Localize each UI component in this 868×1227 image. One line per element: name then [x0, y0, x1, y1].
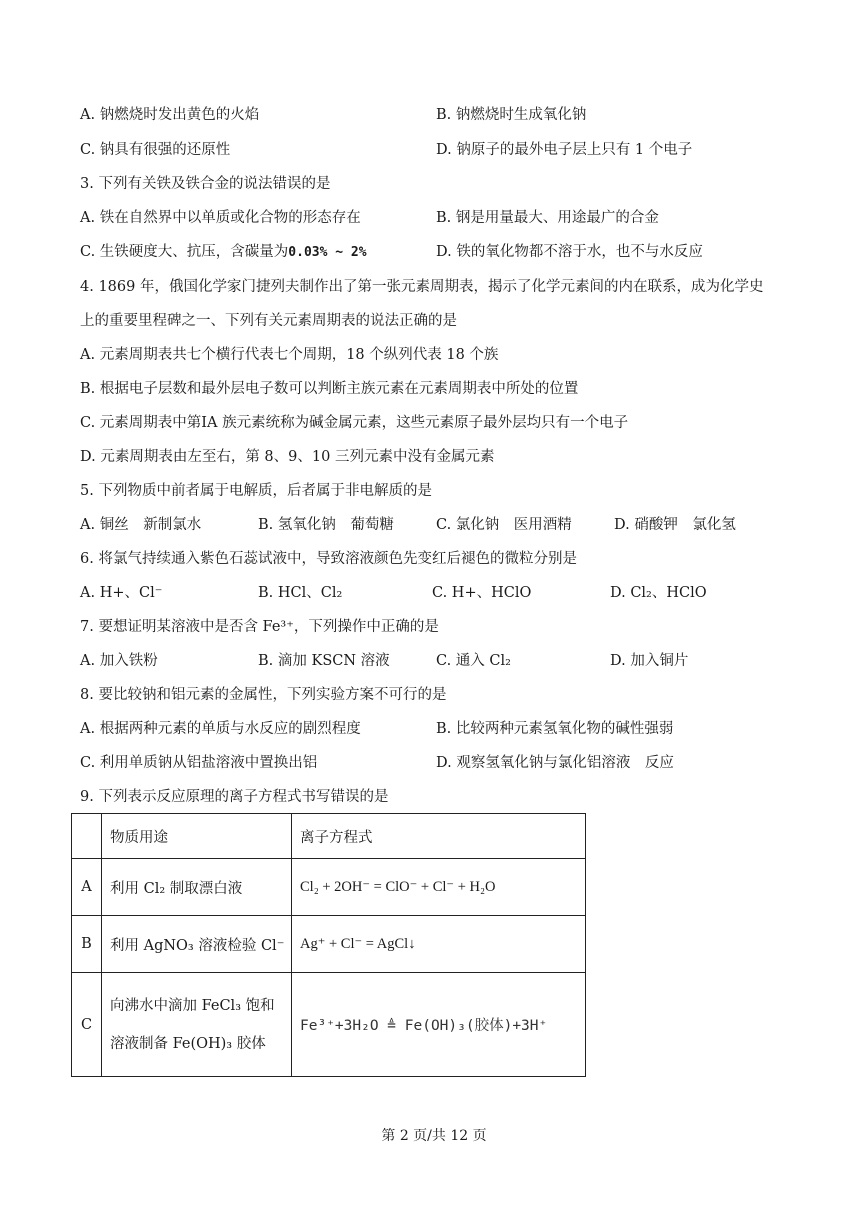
row-use — [102, 973, 292, 1077]
q8-option-c: C. 利用单质钠从铝盐溶液中置换出铝 — [80, 755, 318, 771]
row-equation: Ag⁺ + Cl⁻ = AgCl↓ — [292, 916, 586, 973]
q4-option-a: A. 元素周期表共七个横行代表七个周期，18 个纵列代表 18 个族 — [80, 347, 499, 363]
q7-option-b: B. 滴加 KSCN 溶液 — [258, 653, 390, 669]
q5-option-a: A. 铜丝 新制氯水 — [80, 517, 202, 533]
row-equation: Cl₂ + 2OH⁻ = ClO⁻ + Cl⁻ + H₂O — [292, 859, 586, 916]
q3-option-c — [80, 242, 367, 263]
q3-stem: 3. 下列有关铁及铁合金的说法错误的是 — [80, 176, 331, 192]
row-label: C — [72, 973, 102, 1077]
q5-option-c: C. 氯化钠 医用酒精 — [436, 517, 572, 533]
q3-option-c-value: 0.03% ~ 2% — [288, 245, 367, 260]
header-cell-use: 物质用途 — [102, 814, 292, 859]
table-row — [72, 973, 586, 1077]
q3-option-c-text: C. 生铁硬度大、抗压，含碳量为 — [80, 244, 289, 260]
q2-option-c: C. 钠具有很强的还原性 — [80, 142, 231, 158]
q7-option-a: A. 加入铁粉 — [80, 653, 158, 669]
q4-option-c: C. 元素周期表中第ⅠA 族元素统称为碱金属元素，这些元素原子最外层均只有一个电子 — [80, 415, 629, 431]
q7-stem: 7. 要想证明某溶液中是否含 Fe³⁺，下列操作中正确的是 — [80, 619, 439, 635]
q6-option-a: A. H+、Cl⁻ — [80, 585, 163, 601]
row-label: A — [72, 859, 102, 916]
q3-option-b: B. 钢是用量最大、用途最广的合金 — [436, 210, 659, 226]
page-footer: 第 2 页/共 12 页 — [381, 1128, 487, 1144]
q2-option-d: D. 钠原子的最外电子层上只有 1 个电子 — [436, 142, 693, 158]
q5-option-b: B. 氢氧化钠 葡萄糖 — [258, 517, 394, 533]
q7-option-c: C. 通入 Cl₂ — [436, 653, 511, 669]
q6-option-c: C. H+、HClO — [432, 585, 532, 601]
row-label: B — [72, 916, 102, 973]
q4-option-d: D. 元素周期表由左至右，第 8、9、10 三列元素中没有金属元素 — [80, 449, 495, 465]
q4-option-b: B. 根据电子层数和最外层电子数可以判断主族元素在元素周期表中所处的位置 — [80, 381, 579, 397]
q3-option-a: A. 铁在自然界中以单质或化合物的形态存在 — [80, 210, 361, 226]
table-row — [72, 859, 586, 916]
q8-option-b: B. 比较两种元素氢氧化物的碱性强弱 — [436, 721, 674, 737]
q5-option-d: D. 硝酸钾 氯化氢 — [614, 517, 736, 533]
q5-stem: 5. 下列物质中前者属于电解质，后者属于非电解质的是 — [80, 483, 432, 499]
q6-option-d: D. Cl₂、HClO — [610, 585, 707, 601]
row-use: 利用 AgNO₃ 溶液检验 Cl⁻ — [102, 916, 292, 973]
q3-option-d: D. 铁的氧化物都不溶于水，也不与水反应 — [436, 244, 703, 260]
q8-stem: 8. 要比较钠和铝元素的金属性，下列实验方案不可行的是 — [80, 687, 447, 703]
q8-option-a: A. 根据两种元素的单质与水反应的剧烈程度 — [80, 721, 361, 737]
q2-option-b: B. 钠燃烧时生成氧化钠 — [436, 107, 587, 123]
q6-option-b: B. HCl、Cl₂ — [258, 585, 343, 601]
table-row — [72, 916, 586, 973]
row-equation: Fe³⁺+3H₂O ≜ Fe(OH)₃(胶体)+3H⁺ — [292, 973, 586, 1077]
q9-stem: 9. 下列表示反应原理的离子方程式书写错误的是 — [80, 789, 389, 805]
q7-option-d: D. 加入铜片 — [610, 653, 689, 669]
q4-stem-line1: 4. 1869 年，俄国化学家门捷列夫制作出了第一张元素周期表，揭示了化学元素间的内在联系，成为化学史 — [80, 279, 764, 295]
q9-table — [71, 813, 586, 1077]
q6-stem: 6. 将氯气持续通入紫色石蕊试液中，导致溶液颜色先变红后褪色的微粒分别是 — [80, 551, 577, 567]
row-use-line2: 溶液制备 Fe(OH)₃ 胶体 — [110, 1035, 266, 1052]
row-use: 利用 Cl₂ 制取漂白液 — [102, 859, 292, 916]
header-cell-label — [72, 814, 102, 859]
row-use-line1: 向沸水中滴加 FeCl₃ 饱和 — [110, 997, 275, 1014]
header-cell-equation: 离子方程式 — [292, 814, 586, 859]
q4-stem-line2: 上的重要里程碑之一、下列有关元素周期表的说法正确的是 — [80, 313, 457, 329]
table-header-row — [72, 814, 586, 859]
q2-option-a: A. 钠燃烧时发出黄色的火焰 — [80, 107, 260, 123]
q8-option-d: D. 观察氢氧化钠与氯化铝溶液 反应 — [436, 755, 674, 771]
